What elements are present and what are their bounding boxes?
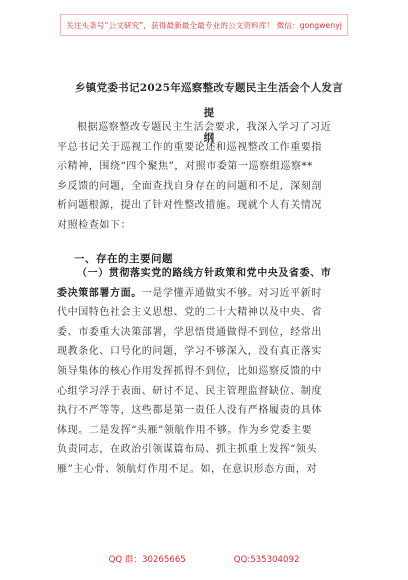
section-heading: 一、存在的主要问题	[74, 253, 173, 265]
paragraph-line	[57, 284, 357, 304]
paragraph-line: 乡反馈的问题，全面查找自身存在的问题和不足，深刻剖	[57, 180, 322, 192]
footer-qq-number: QQ:535304092	[233, 555, 300, 565]
footer-contact	[0, 553, 408, 565]
paragraph-line: 体现。二是发挥“头雁”领航作用不够。作为乡党委主要	[57, 424, 313, 436]
item-bold-heading-end: 委决策部署方面。	[57, 287, 142, 299]
paragraph-line: 代中国特色社会主义思想、党的二十大精神以及中央、省	[57, 307, 322, 319]
item-bold-heading: （一）贯彻落实党的路线方针政策和党中央及省委、市	[77, 268, 332, 279]
paragraph-line: 雁”主心骨、领航灯作用不足。如，在意识形态方面，对	[57, 463, 318, 475]
paragraph-line: 示精神，围绕“四个聚焦”，对照市委第一巡察组巡察**	[57, 161, 313, 173]
paragraph-line: 析问题根源，提出了针对性整改措施。现就个人有关情况	[57, 200, 322, 212]
document-title-line: 乡镇党委书记2025年巡察整改专题民主生活会个人发言提	[74, 82, 344, 119]
item-paragraph	[57, 264, 357, 480]
paragraph-line: 委、市委重大决策部署，学思悟贯通做得不到位，经常出	[57, 326, 322, 338]
intro-paragraph	[57, 118, 357, 236]
paragraph-line: 负责同志，在政治引领谋篇布局、抓主抓重上发挥“领头	[57, 444, 318, 456]
document-title-line: 纲	[203, 132, 215, 144]
paragraph-line: 领导集体的核心作用发挥抓得不到位，比如巡察反馈的中	[57, 365, 322, 377]
paragraph-line: 心组学习浮于表面、研讨不足、民主管理监督缺位、制度	[57, 385, 322, 397]
paragraph-line: 平总书记关于巡视工作的重要论述和巡视整改工作重要指	[57, 141, 322, 153]
header-notice-banner	[60, 14, 348, 36]
paragraph-line: 现教条化、口号化的问题，学习不够深入，没有真正落实	[57, 346, 322, 358]
paragraph-line-text: 一是学懂弄通做实不够。对习近平新时	[141, 287, 323, 299]
footer-qq-group: QQ 群：30265665	[108, 555, 186, 565]
paragraph-line: 对照检查如下：	[57, 219, 132, 231]
paragraph-line: 根据巡察整改专题民主生活会要求，我深入学习了习近	[77, 122, 332, 133]
header-notice-text: 关注头条号“公文研究”，获得最新最全最专业的公文资料库！ 微信：gongwenyj	[66, 20, 342, 30]
paragraph-line: 执行不严等等，这些都是第一责任人没有严格履责的具体	[57, 405, 322, 417]
